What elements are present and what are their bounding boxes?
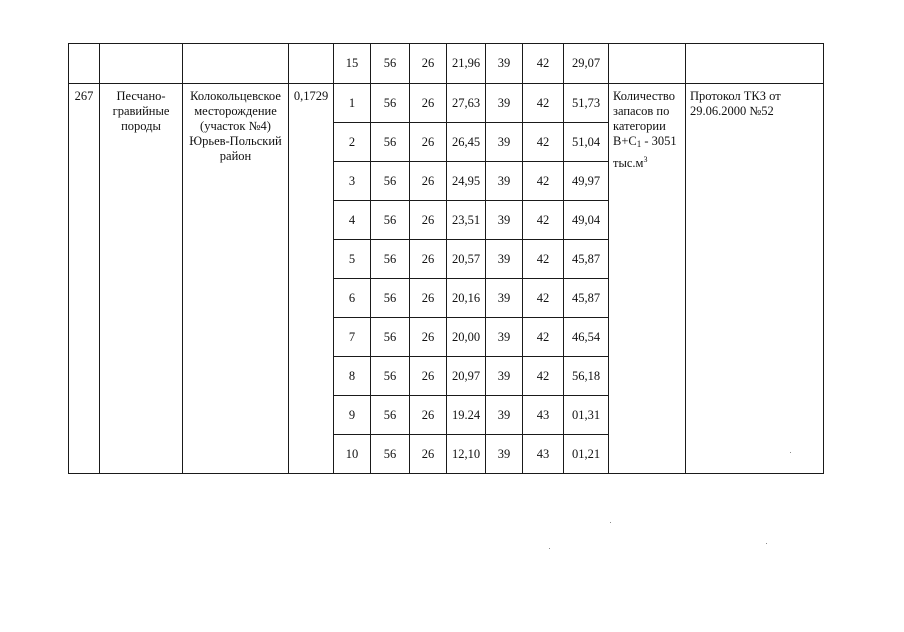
cell-lat-sec: 20,57 [447, 240, 486, 279]
reserves-category: В+С [613, 134, 637, 148]
protocol-reference: Протокол ТКЗ от 29.06.2000 №52 [686, 84, 824, 474]
reserves-unit [613, 152, 683, 171]
cell-empty [183, 44, 289, 84]
cell-lon-deg: 39 [486, 44, 523, 84]
scan-speck [790, 452, 791, 453]
cell-empty [289, 44, 334, 84]
cell-lon-sec: 01,21 [564, 435, 609, 474]
cell-lon-min: 42 [523, 201, 564, 240]
cell-lat-sec: 21,96 [447, 44, 486, 84]
cell-empty [69, 44, 100, 84]
cell-lon-deg: 39 [486, 84, 523, 123]
location-line: район [219, 149, 252, 163]
cell-lat-sec: 20,00 [447, 318, 486, 357]
cell-lat-min: 26 [410, 357, 447, 396]
cell-empty [100, 44, 183, 84]
cell-lon-sec: 49,04 [564, 201, 609, 240]
cell-lon-deg: 39 [486, 162, 523, 201]
reserves-category-subscript: 1 [636, 139, 642, 149]
cell-lon-sec: 46,54 [564, 318, 609, 357]
table-row-previous [69, 44, 824, 84]
cell-point-number: 2 [334, 123, 371, 162]
cell-lat-min: 26 [410, 318, 447, 357]
cell-lon-sec: 56,18 [564, 357, 609, 396]
cell-lon-min: 42 [523, 318, 564, 357]
cell-lon-min: 42 [523, 123, 564, 162]
cell-lat-min: 26 [410, 123, 447, 162]
cell-point-number: 1 [334, 84, 371, 123]
cell-lon-min: 42 [523, 44, 564, 84]
cell-lat-deg: 56 [371, 318, 410, 357]
mineral-type: Песчано-гравийные породы [100, 84, 183, 474]
reserves-line: Количество [613, 89, 675, 103]
scan-speck [610, 522, 611, 523]
reserves-unit-label: тыс.м [613, 156, 644, 170]
registry-table [68, 43, 824, 474]
cell-lon-deg: 39 [486, 123, 523, 162]
reserves-unit-superscript: 3 [643, 155, 648, 164]
cell-point-number: 5 [334, 240, 371, 279]
cell-lon-min: 43 [523, 435, 564, 474]
cell-lat-min: 26 [410, 44, 447, 84]
cell-lat-deg: 56 [371, 279, 410, 318]
cell-lat-deg: 56 [371, 357, 410, 396]
cell-lat-min: 26 [410, 240, 447, 279]
location-line: (участок №4) [200, 119, 271, 133]
cell-lon-sec: 45,87 [564, 240, 609, 279]
cell-lat-sec: 24,95 [447, 162, 486, 201]
reserves-info [609, 84, 686, 474]
cell-lat-sec: 12,10 [447, 435, 486, 474]
cell-lat-sec: 20,97 [447, 357, 486, 396]
reserves-formula [613, 134, 683, 152]
cell-empty [609, 44, 686, 84]
cell-lon-deg: 39 [486, 201, 523, 240]
cell-lat-min: 26 [410, 396, 447, 435]
cell-lat-min: 26 [410, 435, 447, 474]
cell-point-number: 4 [334, 201, 371, 240]
deposit-location [183, 84, 289, 474]
entry-number: 267 [69, 84, 100, 474]
cell-lon-sec: 45,87 [564, 279, 609, 318]
scan-speck [549, 548, 550, 549]
cell-lat-min: 26 [410, 201, 447, 240]
cell-lat-sec: 26,45 [447, 123, 486, 162]
cell-lon-min: 42 [523, 357, 564, 396]
reserves-line: категории [613, 119, 666, 133]
cell-lon-min: 42 [523, 84, 564, 123]
cell-lat-min: 26 [410, 162, 447, 201]
cell-lat-deg: 56 [371, 201, 410, 240]
cell-lat-deg: 56 [371, 435, 410, 474]
location-line: Юрьев-Польский [189, 134, 282, 148]
cell-lon-deg: 39 [486, 357, 523, 396]
location-line: Колокольцевское [190, 89, 281, 103]
cell-lon-sec: 29,07 [564, 44, 609, 84]
cell-point-number: 7 [334, 318, 371, 357]
cell-lat-deg: 56 [371, 44, 410, 84]
cell-lon-deg: 39 [486, 318, 523, 357]
cell-lon-sec: 01,31 [564, 396, 609, 435]
cell-lon-sec: 51,73 [564, 84, 609, 123]
location-line: месторождение [194, 104, 277, 118]
cell-lat-deg: 56 [371, 84, 410, 123]
cell-lat-min: 26 [410, 279, 447, 318]
cell-lon-min: 42 [523, 279, 564, 318]
cell-lon-deg: 39 [486, 435, 523, 474]
scan-speck [766, 543, 767, 544]
cell-lat-deg: 56 [371, 240, 410, 279]
cell-lon-deg: 39 [486, 279, 523, 318]
cell-lat-deg: 56 [371, 162, 410, 201]
cell-lon-min: 42 [523, 162, 564, 201]
reserves-line: запасов по [613, 104, 670, 118]
table-row-point [69, 84, 824, 123]
cell-lon-min: 43 [523, 396, 564, 435]
cell-lat-min: 26 [410, 84, 447, 123]
cell-lon-sec: 49,97 [564, 162, 609, 201]
cell-lat-deg: 56 [371, 123, 410, 162]
cell-lat-deg: 56 [371, 396, 410, 435]
cell-point-number: 9 [334, 396, 371, 435]
cell-empty [686, 44, 824, 84]
cell-point-number: 10 [334, 435, 371, 474]
cell-lon-sec: 51,04 [564, 123, 609, 162]
cell-lon-min: 42 [523, 240, 564, 279]
cell-lon-deg: 39 [486, 396, 523, 435]
cell-point-number: 3 [334, 162, 371, 201]
cell-point-number: 8 [334, 357, 371, 396]
area-value: 0,1729 [289, 84, 334, 474]
cell-lat-sec: 20,16 [447, 279, 486, 318]
cell-lon-deg: 39 [486, 240, 523, 279]
cell-lat-sec: 23,51 [447, 201, 486, 240]
cell-point-number: 15 [334, 44, 371, 84]
reserves-amount: - 3051 [641, 134, 677, 148]
cell-lat-sec: 19.24 [447, 396, 486, 435]
cell-lat-sec: 27,63 [447, 84, 486, 123]
cell-point-number: 6 [334, 279, 371, 318]
